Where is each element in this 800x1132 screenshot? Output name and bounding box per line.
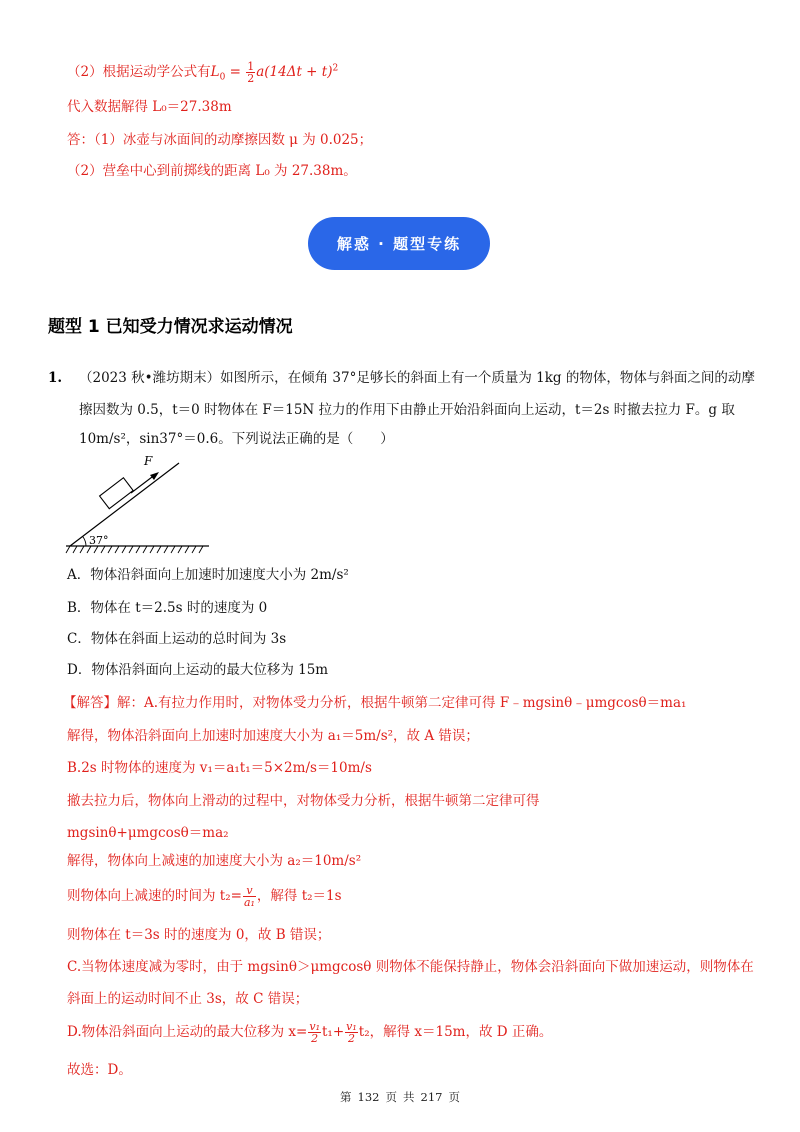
fraction-denominator: 2 bbox=[247, 72, 255, 85]
section-badge: 解惑 · 题型专练 bbox=[308, 217, 490, 270]
total-page-number: 217 bbox=[420, 1090, 443, 1104]
angle-arc bbox=[83, 537, 86, 546]
question-line-3: 10m/s²，sin37°＝0.6。下列说法正确的是（ ） bbox=[79, 431, 394, 447]
fraction-denominator: 2 bbox=[311, 1032, 319, 1045]
formula-rest: a(14Δt + t) bbox=[256, 64, 333, 80]
answer-line-6: 解得，物体向上减速的加速度大小为 a₂＝10m/s² bbox=[67, 853, 362, 869]
answer-7-suffix: ，解得 t₂＝1s bbox=[256, 888, 342, 904]
formula-prefix: （2）根据运动学公式有 bbox=[67, 64, 211, 80]
formula-lhs: L bbox=[210, 64, 220, 80]
option-c: C．物体在斜面上运动的总时间为 3s bbox=[67, 631, 287, 647]
footer-text: 第 bbox=[340, 1090, 352, 1104]
answer-line-8: 则物体在 t＝3s 时的速度为 0，故 B 错误； bbox=[67, 927, 331, 943]
angle-label: 37° bbox=[89, 534, 109, 547]
answer-line-12: 故选：D。 bbox=[67, 1062, 132, 1078]
incline-line bbox=[70, 463, 179, 546]
answer-11-fraction-2 bbox=[345, 1021, 358, 1044]
option-a: A．物体沿斜面向上加速时加速度大小为 2m/s² bbox=[67, 567, 349, 583]
answer-tag: 【解答】 bbox=[63, 695, 117, 711]
solution-line-answer-1: 答：（1）冰壶与冰面间的动摩擦因数 μ 为 0.025； bbox=[67, 132, 373, 148]
current-page-number: 132 bbox=[357, 1090, 380, 1104]
solution-line-answer-2: （2）营垒中心到前掷线的距离 L₀ 为 27.38m。 bbox=[67, 163, 357, 179]
ground-hatching bbox=[66, 546, 203, 553]
section-heading: 题型 1 已知受力情况求运动情况 bbox=[48, 317, 293, 337]
question-line-2: 擦因数为 0.5，t＝0 时物体在 F＝15N 拉力的作用下由静止开始沿斜面向上运动，t＝2s 时撤去拉力 F。g 取 bbox=[79, 402, 735, 418]
answer-11-mid: t₁+ bbox=[321, 1024, 345, 1040]
answer-line-11 bbox=[67, 1021, 552, 1044]
footer-text: 共 bbox=[403, 1090, 415, 1104]
answer-text-1: 解：A.有拉力作用时，对物体受力分析，根据牛顿第二定律可得 F﹣mgsinθ﹣μmgcosθ＝ma₁ bbox=[117, 695, 687, 711]
fraction-numerator: 1 bbox=[247, 60, 255, 73]
answer-line-3: B.2s 时物体的速度为 v₁＝a₁t₁＝5×2m/s＝10m/s bbox=[67, 760, 372, 776]
option-b: B．物体在 t＝2.5s 时的速度为 0 bbox=[67, 600, 268, 616]
formula-lhs-sub: 0 bbox=[219, 72, 226, 83]
page-footer bbox=[0, 1089, 800, 1105]
answer-line-7 bbox=[67, 885, 342, 908]
option-d: D．物体沿斜面向上运动的最大位移为 15m bbox=[67, 662, 329, 678]
answer-7-fraction bbox=[243, 885, 256, 908]
fraction-denominator: 2 bbox=[347, 1032, 355, 1045]
answer-line-10: 斜面上的运动时间不止 3s，故 C 错误； bbox=[67, 991, 309, 1007]
fraction-numerator: v₁ bbox=[309, 1020, 320, 1033]
answer-11-fraction-1 bbox=[308, 1021, 321, 1044]
solution-line-result: 代入数据解得 L₀＝27.38m bbox=[67, 99, 232, 115]
fraction-numerator: v₁ bbox=[346, 1020, 357, 1033]
answer-line-9: C.当物体速度减为零时，由于 mgsinθ＞μmgcosθ 则物体不能保持静止，物体会沿斜面向下做加速运动，则物体在 bbox=[67, 959, 754, 975]
solution-line-formula: （2）根据运动学公式有$L_0$ = $\frac{1}{2}$ $a(14\Delta t + t)^2$ bbox=[67, 60, 339, 85]
answer-line-1 bbox=[63, 694, 686, 712]
footer-text: 页 bbox=[385, 1090, 397, 1104]
answer-line-5: mgsinθ+μmgcosθ＝ma₂ bbox=[67, 825, 229, 841]
block bbox=[100, 478, 134, 509]
answer-line-2: 解得，物体沿斜面向上加速时加速度大小为 a₁＝5m/s²，故 A 错误； bbox=[67, 728, 479, 744]
force-label: F bbox=[144, 454, 153, 468]
question-number: 1. bbox=[48, 370, 63, 386]
formula-fraction bbox=[246, 61, 255, 84]
question-line-1: （2023 秋•潍坊期末）如图所示，在倾角 37°足够长的斜面上有一个质量为 1kg 的物体，物体与斜面之间的动摩 bbox=[79, 370, 755, 386]
fraction-denominator: a₁ bbox=[243, 896, 255, 909]
formula-exponent: 2 bbox=[332, 63, 339, 74]
answer-line-4: 撤去拉力后，物体向上滑动的过程中，对物体受力分析，根据牛顿第二定律可得 bbox=[67, 793, 540, 809]
answer-11-suffix: t₂，解得 x＝15m，故 D 正确。 bbox=[358, 1024, 553, 1040]
footer-text: 页 bbox=[448, 1090, 460, 1104]
incline-figure bbox=[64, 453, 214, 558]
fraction-numerator: v bbox=[243, 885, 256, 897]
answer-11-prefix: D.物体沿斜面向上运动的最大位移为 x= bbox=[67, 1024, 308, 1040]
answer-7-prefix: 则物体向上减速的时间为 t₂= bbox=[67, 888, 242, 904]
